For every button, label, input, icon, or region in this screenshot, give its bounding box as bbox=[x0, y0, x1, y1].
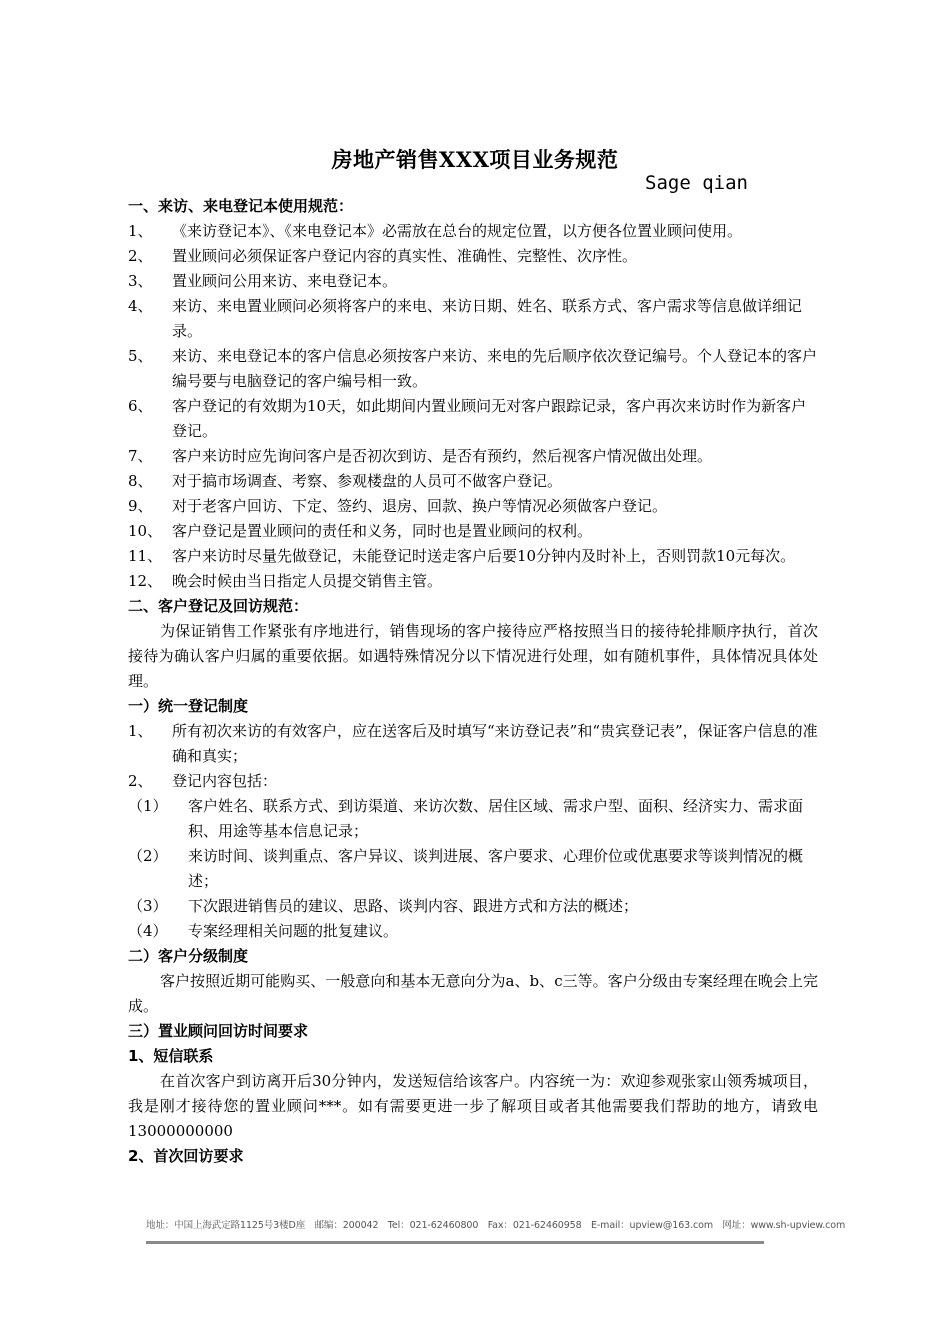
list-item bbox=[128, 294, 818, 344]
paragraph: 客户按照近期可能购买、一般意向和基本无意向分为a、b、c三等。客户分级由专案经理在晚会上完成。 bbox=[128, 972, 818, 1015]
detail-item bbox=[128, 844, 818, 894]
list-item bbox=[128, 769, 818, 794]
item-number: 1、 bbox=[128, 722, 153, 740]
list-item bbox=[128, 519, 818, 544]
item-text: 《来访登记本》、《来电登记本》必需放在总台的规定位置，以方便各位置业顾问使用。 bbox=[172, 222, 743, 240]
list-item bbox=[128, 344, 818, 394]
item-text: 对于老客户回访、下定、签约、退房、回款、换户等情况必须做客户登记。 bbox=[172, 497, 668, 515]
item-number: 2、 bbox=[128, 772, 153, 790]
item-number: 2、 bbox=[128, 247, 153, 265]
section-heading: 二、客户登记及回访规范： bbox=[128, 597, 309, 615]
detail-item bbox=[128, 894, 818, 919]
item-text: 来访时间、谈判重点、客户异议、谈判进展、客户要求、心理价位或优惠要求等谈判情况的概述； bbox=[188, 847, 804, 890]
subsection-heading: 1、短信联系 bbox=[128, 1047, 214, 1065]
document-body bbox=[128, 194, 818, 1169]
section-heading: 一、来访、来电登记本使用规范： bbox=[128, 197, 354, 215]
list-item bbox=[128, 269, 818, 294]
subsection-heading: 三）置业顾问回访时间要求 bbox=[128, 1022, 309, 1040]
item-number: 10、 bbox=[128, 522, 163, 540]
list-item bbox=[128, 544, 818, 569]
item-text: 客户来访时应先询问客户是否初次到访、是否有预约，然后视客户情况做出处理。 bbox=[172, 447, 713, 465]
document-title: 房地产销售XXX项目业务规范 bbox=[331, 147, 619, 172]
subsection-heading: 2、首次回访要求 bbox=[128, 1147, 244, 1165]
detail-item bbox=[128, 919, 818, 944]
item-text: 置业顾问必须保证客户登记内容的真实性、准确性、完整性、次序性。 bbox=[172, 247, 638, 265]
item-number: 11、 bbox=[128, 547, 163, 565]
item-text: 客户登记是置业顾问的责任和义务，同时也是置业顾问的权利。 bbox=[172, 522, 593, 540]
item-text: 下次跟进销售员的建议、思路、谈判内容、跟进方式和方法的概述； bbox=[188, 897, 639, 915]
item-text: 来访、来电置业顾问必须将客户的来电、来访日期、姓名、联系方式、客户需求等信息做详细记录。 bbox=[172, 297, 803, 340]
list-item bbox=[128, 569, 818, 594]
subsection-heading: 二）客户分级制度 bbox=[128, 947, 249, 965]
item-text: 晚会时候由当日指定人员提交销售主管。 bbox=[172, 572, 443, 590]
item-text: 客户姓名、联系方式、到访渠道、来访次数、居住区域、需求户型、面积、经济实力、需求面积、用途等基本信息记录； bbox=[188, 797, 804, 840]
item-text: 对于搞市场调查、考察、参观楼盘的人员可不做客户登记。 bbox=[172, 472, 563, 490]
item-text: 登记内容包括： bbox=[172, 772, 278, 790]
item-number: （4） bbox=[128, 922, 168, 940]
list-item bbox=[128, 244, 818, 269]
item-text: 置业顾问公用来访、来电登记本。 bbox=[172, 272, 398, 290]
item-number: 12、 bbox=[128, 572, 163, 590]
item-number: 3、 bbox=[128, 272, 153, 290]
item-number: 5、 bbox=[128, 347, 153, 365]
list-item bbox=[128, 219, 818, 244]
list-item bbox=[128, 494, 818, 519]
item-text: 专案经理相关问题的批复建议。 bbox=[188, 922, 399, 940]
item-text: 客户来访时尽量先做登记，未能登记时送走客户后要10分钟内及时补上，否则罚款10元每次。 bbox=[172, 547, 796, 565]
subsection-heading: 一）统一登记制度 bbox=[128, 697, 249, 715]
paragraph: 在首次客户到访离开后30分钟内，发送短信给该客户。内容统一为：欢迎参观张家山领秀城项目，我是刚才接待您的置业顾问***。如有需要更进一步了解项目或者其他需要我们帮助的地方，请致电13000000000 bbox=[128, 1072, 818, 1140]
item-text: 来访、来电登记本的客户信息必须按客户来访、来电的先后顺序依次登记编号。个人登记本的客户编号要与电脑登记的客户编号相一致。 bbox=[172, 347, 818, 390]
item-number: 9、 bbox=[128, 497, 153, 515]
item-number: 4、 bbox=[128, 297, 153, 315]
item-number: （2） bbox=[128, 847, 168, 865]
item-number: 1、 bbox=[128, 222, 153, 240]
list-item bbox=[128, 469, 818, 494]
list-item bbox=[128, 444, 818, 469]
list-item bbox=[128, 719, 818, 769]
footer-divider bbox=[146, 1241, 764, 1244]
item-number: 6、 bbox=[128, 397, 153, 415]
item-number: （1） bbox=[128, 797, 168, 815]
item-number: 8、 bbox=[128, 472, 153, 490]
item-text: 客户登记的有效期为10天，如此期间内置业顾问无对客户跟踪记录，客户再次来访时作为新客户登记。 bbox=[172, 397, 807, 440]
detail-item bbox=[128, 794, 818, 844]
item-number: 7、 bbox=[128, 447, 153, 465]
list-item bbox=[128, 394, 818, 444]
item-number: （3） bbox=[128, 897, 168, 915]
footer-contact: 地址：中国上海武定路1125号3楼D座 邮编：200042 Tel：021-62460800 Fax：021-62460958 E-mail：upview@163.com 网址：www.sh-upview.com bbox=[146, 1220, 846, 1231]
item-text: 所有初次来访的有效客户，应在送客后及时填写“来访登记表”和“贵宾登记表”，保证客户信息的准确和真实； bbox=[172, 722, 818, 765]
author-name: Sage qian bbox=[645, 172, 748, 194]
paragraph: 为保证销售工作紧张有序地进行，销售现场的客户接待应严格按照当日的接待轮排顺序执行，首次接待为确认客户归属的重要依据。如遇特殊情况分以下情况进行处理，如有随机事件，具体情况具体处理。 bbox=[128, 622, 818, 690]
